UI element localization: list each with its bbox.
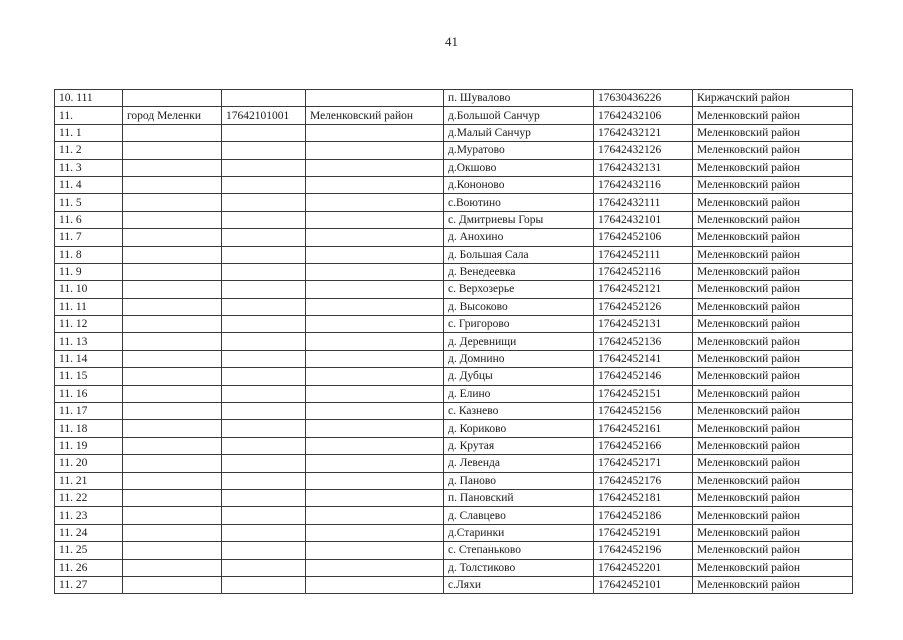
settlement-code-cell: 17642452201 bbox=[594, 559, 693, 576]
row-number-cell: 11. 2 bbox=[55, 142, 123, 159]
district-cell bbox=[306, 472, 444, 489]
okato-code-cell bbox=[222, 472, 306, 489]
settlement-name-cell: д.Старинки bbox=[444, 524, 594, 541]
row-number-cell: 11. 14 bbox=[55, 350, 123, 367]
settlement-code-cell: 17642452151 bbox=[594, 385, 693, 402]
okato-code-cell bbox=[222, 229, 306, 246]
row-number-cell: 11. 1 bbox=[55, 124, 123, 141]
region-cell: Меленковский район bbox=[693, 333, 853, 350]
district-cell bbox=[306, 298, 444, 315]
city-cell bbox=[123, 524, 222, 541]
region-cell: Меленковский район bbox=[693, 403, 853, 420]
settlement-code-cell: 17642452141 bbox=[594, 350, 693, 367]
okato-code-cell bbox=[222, 333, 306, 350]
city-cell bbox=[123, 263, 222, 280]
settlement-code-cell: 17642452191 bbox=[594, 524, 693, 541]
district-cell bbox=[306, 316, 444, 333]
table-row bbox=[55, 489, 853, 506]
city-cell bbox=[123, 194, 222, 211]
table-body bbox=[55, 90, 853, 594]
city-cell bbox=[123, 142, 222, 159]
settlement-code-cell: 17642432121 bbox=[594, 124, 693, 141]
district-cell bbox=[306, 576, 444, 593]
city-cell bbox=[123, 246, 222, 263]
settlement-name-cell: с. Григорово bbox=[444, 316, 594, 333]
district-cell bbox=[306, 142, 444, 159]
region-cell: Меленковский район bbox=[693, 176, 853, 193]
page-number: 41 bbox=[445, 34, 458, 49]
settlement-code-cell: 17642452161 bbox=[594, 420, 693, 437]
settlement-code-cell: 17642452131 bbox=[594, 316, 693, 333]
region-cell: Меленковский район bbox=[693, 194, 853, 211]
table-row bbox=[55, 142, 853, 159]
okato-code-cell bbox=[222, 420, 306, 437]
settlement-code-cell: 17642452101 bbox=[594, 576, 693, 593]
row-number-cell: 10. 111 bbox=[55, 90, 123, 107]
region-cell: Меленковский район bbox=[693, 420, 853, 437]
city-cell bbox=[123, 472, 222, 489]
table-row bbox=[55, 211, 853, 228]
district-cell bbox=[306, 385, 444, 402]
table-row bbox=[55, 316, 853, 333]
table-row bbox=[55, 559, 853, 576]
region-cell: Меленковский район bbox=[693, 263, 853, 280]
okato-code-cell bbox=[222, 368, 306, 385]
settlement-name-cell: д. Высоково bbox=[444, 298, 594, 315]
district-cell bbox=[306, 124, 444, 141]
table-row bbox=[55, 281, 853, 298]
settlement-name-cell: д. Елино bbox=[444, 385, 594, 402]
settlement-name-cell: п. Пановский bbox=[444, 489, 594, 506]
settlement-code-cell: 17642452106 bbox=[594, 229, 693, 246]
table-row bbox=[55, 263, 853, 280]
district-cell bbox=[306, 176, 444, 193]
city-cell bbox=[123, 420, 222, 437]
row-number-cell: 11. bbox=[55, 107, 123, 124]
region-cell: Меленковский район bbox=[693, 107, 853, 124]
district-cell bbox=[306, 263, 444, 280]
district-cell bbox=[306, 211, 444, 228]
settlement-name-cell: с. Степаньково bbox=[444, 542, 594, 559]
row-number-cell: 11. 15 bbox=[55, 368, 123, 385]
region-cell: Меленковский район bbox=[693, 542, 853, 559]
settlement-name-cell: д. Толстиково bbox=[444, 559, 594, 576]
district-cell bbox=[306, 159, 444, 176]
settlement-code-cell: 17642452176 bbox=[594, 472, 693, 489]
settlement-code-cell: 17642452111 bbox=[594, 246, 693, 263]
region-cell: Меленковский район bbox=[693, 142, 853, 159]
table-row bbox=[55, 176, 853, 193]
okato-code-cell bbox=[222, 316, 306, 333]
district-cell bbox=[306, 194, 444, 211]
city-cell bbox=[123, 316, 222, 333]
region-cell: Меленковский район bbox=[693, 559, 853, 576]
okato-code-cell bbox=[222, 455, 306, 472]
table-row bbox=[55, 124, 853, 141]
settlement-name-cell: д.Малый Санчур bbox=[444, 124, 594, 141]
region-cell: Меленковский район bbox=[693, 385, 853, 402]
table-row bbox=[55, 368, 853, 385]
table-row bbox=[55, 385, 853, 402]
settlement-code-cell: 17642432101 bbox=[594, 211, 693, 228]
table-row bbox=[55, 437, 853, 454]
region-cell: Меленковский район bbox=[693, 229, 853, 246]
okato-code-cell bbox=[222, 298, 306, 315]
table-row bbox=[55, 420, 853, 437]
district-cell bbox=[306, 350, 444, 367]
table-row bbox=[55, 542, 853, 559]
settlement-code-cell: 17642432106 bbox=[594, 107, 693, 124]
city-cell bbox=[123, 90, 222, 107]
settlement-name-cell: д. Славцево bbox=[444, 507, 594, 524]
region-cell: Киржачский район bbox=[693, 90, 853, 107]
city-cell bbox=[123, 385, 222, 402]
okato-code-cell bbox=[222, 403, 306, 420]
table-row bbox=[55, 403, 853, 420]
okato-code-cell bbox=[222, 211, 306, 228]
row-number-cell: 11. 16 bbox=[55, 385, 123, 402]
region-cell: Меленковский район bbox=[693, 472, 853, 489]
table-row bbox=[55, 159, 853, 176]
district-cell bbox=[306, 229, 444, 246]
settlement-name-cell: п. Шувалово bbox=[444, 90, 594, 107]
settlement-name-cell: д.Большой Санчур bbox=[444, 107, 594, 124]
table-row bbox=[55, 350, 853, 367]
row-number-cell: 11. 20 bbox=[55, 455, 123, 472]
okato-code-cell bbox=[222, 576, 306, 593]
table-row bbox=[55, 507, 853, 524]
table-row bbox=[55, 576, 853, 593]
settlements-table bbox=[54, 89, 853, 594]
district-cell bbox=[306, 455, 444, 472]
table-row bbox=[55, 333, 853, 350]
okato-code-cell bbox=[222, 176, 306, 193]
region-cell: Меленковский район bbox=[693, 246, 853, 263]
region-cell: Меленковский район bbox=[693, 298, 853, 315]
district-cell bbox=[306, 90, 444, 107]
settlement-code-cell: 17642452196 bbox=[594, 542, 693, 559]
district-cell bbox=[306, 368, 444, 385]
table-row bbox=[55, 455, 853, 472]
row-number-cell: 11. 22 bbox=[55, 489, 123, 506]
settlement-code-cell: 17642432131 bbox=[594, 159, 693, 176]
table-row bbox=[55, 298, 853, 315]
region-cell: Меленковский район bbox=[693, 159, 853, 176]
row-number-cell: 11. 12 bbox=[55, 316, 123, 333]
region-cell: Меленковский район bbox=[693, 576, 853, 593]
settlement-code-cell: 17642452186 bbox=[594, 507, 693, 524]
settlement-code-cell: 17630436226 bbox=[594, 90, 693, 107]
okato-code-cell bbox=[222, 524, 306, 541]
row-number-cell: 11. 3 bbox=[55, 159, 123, 176]
table-row bbox=[55, 107, 853, 124]
region-cell: Меленковский район bbox=[693, 455, 853, 472]
row-number-cell: 11. 8 bbox=[55, 246, 123, 263]
settlement-code-cell: 17642452156 bbox=[594, 403, 693, 420]
settlement-code-cell: 17642452166 bbox=[594, 437, 693, 454]
row-number-cell: 11. 27 bbox=[55, 576, 123, 593]
settlement-code-cell: 17642452146 bbox=[594, 368, 693, 385]
table-row bbox=[55, 472, 853, 489]
settlement-name-cell: д. Паново bbox=[444, 472, 594, 489]
city-cell bbox=[123, 489, 222, 506]
region-cell: Меленковский район bbox=[693, 281, 853, 298]
district-cell bbox=[306, 524, 444, 541]
settlement-name-cell: д.Кононово bbox=[444, 176, 594, 193]
okato-code-cell bbox=[222, 542, 306, 559]
table-row bbox=[55, 229, 853, 246]
city-cell bbox=[123, 298, 222, 315]
settlement-name-cell: д. Левенда bbox=[444, 455, 594, 472]
settlement-name-cell: д. Большая Сала bbox=[444, 246, 594, 263]
table-row bbox=[55, 524, 853, 541]
row-number-cell: 11. 25 bbox=[55, 542, 123, 559]
settlement-name-cell: д. Анохино bbox=[444, 229, 594, 246]
settlement-name-cell: д.Муратово bbox=[444, 142, 594, 159]
settlement-name-cell: д. Крутая bbox=[444, 437, 594, 454]
settlement-name-cell: д. Кориково bbox=[444, 420, 594, 437]
city-cell bbox=[123, 124, 222, 141]
settlement-code-cell: 17642452121 bbox=[594, 281, 693, 298]
city-cell bbox=[123, 403, 222, 420]
settlement-code-cell: 17642432116 bbox=[594, 176, 693, 193]
row-number-cell: 11. 17 bbox=[55, 403, 123, 420]
city-cell bbox=[123, 350, 222, 367]
okato-code-cell bbox=[222, 507, 306, 524]
region-cell: Меленковский район bbox=[693, 350, 853, 367]
region-cell: Меленковский район bbox=[693, 211, 853, 228]
city-cell bbox=[123, 211, 222, 228]
settlement-name-cell: с. Казнево bbox=[444, 403, 594, 420]
settlement-name-cell: с.Ляхи bbox=[444, 576, 594, 593]
region-cell: Меленковский район bbox=[693, 507, 853, 524]
settlement-code-cell: 17642452126 bbox=[594, 298, 693, 315]
row-number-cell: 11. 9 bbox=[55, 263, 123, 280]
district-cell bbox=[306, 420, 444, 437]
district-cell bbox=[306, 333, 444, 350]
district-cell: Меленковский район bbox=[306, 107, 444, 124]
district-cell bbox=[306, 507, 444, 524]
settlement-name-cell: с. Дмитриевы Горы bbox=[444, 211, 594, 228]
row-number-cell: 11. 19 bbox=[55, 437, 123, 454]
city-cell bbox=[123, 229, 222, 246]
row-number-cell: 11. 7 bbox=[55, 229, 123, 246]
city-cell bbox=[123, 159, 222, 176]
city-cell bbox=[123, 576, 222, 593]
city-cell bbox=[123, 559, 222, 576]
district-cell bbox=[306, 281, 444, 298]
row-number-cell: 11. 24 bbox=[55, 524, 123, 541]
city-cell bbox=[123, 542, 222, 559]
okato-code-cell bbox=[222, 124, 306, 141]
region-cell: Меленковский район bbox=[693, 124, 853, 141]
region-cell: Меленковский район bbox=[693, 437, 853, 454]
okato-code-cell bbox=[222, 194, 306, 211]
row-number-cell: 11. 26 bbox=[55, 559, 123, 576]
city-cell bbox=[123, 176, 222, 193]
row-number-cell: 11. 6 bbox=[55, 211, 123, 228]
okato-code-cell bbox=[222, 159, 306, 176]
city-cell: город Меленки bbox=[123, 107, 222, 124]
row-number-cell: 11. 21 bbox=[55, 472, 123, 489]
district-cell bbox=[306, 403, 444, 420]
row-number-cell: 11. 11 bbox=[55, 298, 123, 315]
settlement-name-cell: д. Домнино bbox=[444, 350, 594, 367]
okato-code-cell: 17642101001 bbox=[222, 107, 306, 124]
okato-code-cell bbox=[222, 559, 306, 576]
table-row bbox=[55, 246, 853, 263]
city-cell bbox=[123, 281, 222, 298]
settlement-name-cell: д. Венедеевка bbox=[444, 263, 594, 280]
table-row bbox=[55, 194, 853, 211]
settlement-code-cell: 17642452136 bbox=[594, 333, 693, 350]
row-number-cell: 11. 5 bbox=[55, 194, 123, 211]
city-cell bbox=[123, 437, 222, 454]
okato-code-cell bbox=[222, 90, 306, 107]
okato-code-cell bbox=[222, 246, 306, 263]
settlement-name-cell: д. Дубцы bbox=[444, 368, 594, 385]
city-cell bbox=[123, 507, 222, 524]
okato-code-cell bbox=[222, 142, 306, 159]
settlement-code-cell: 17642452171 bbox=[594, 455, 693, 472]
row-number-cell: 11. 13 bbox=[55, 333, 123, 350]
region-cell: Меленковский район bbox=[693, 316, 853, 333]
city-cell bbox=[123, 333, 222, 350]
settlement-code-cell: 17642452181 bbox=[594, 489, 693, 506]
settlement-name-cell: д.Окшово bbox=[444, 159, 594, 176]
settlement-code-cell: 17642452116 bbox=[594, 263, 693, 280]
district-cell bbox=[306, 437, 444, 454]
row-number-cell: 11. 23 bbox=[55, 507, 123, 524]
district-cell bbox=[306, 559, 444, 576]
settlement-code-cell: 17642432126 bbox=[594, 142, 693, 159]
okato-code-cell bbox=[222, 489, 306, 506]
row-number-cell: 11. 18 bbox=[55, 420, 123, 437]
settlement-name-cell: д. Деревнищи bbox=[444, 333, 594, 350]
city-cell bbox=[123, 455, 222, 472]
settlement-code-cell: 17642432111 bbox=[594, 194, 693, 211]
region-cell: Меленковский район bbox=[693, 524, 853, 541]
settlement-name-cell: с.Воютино bbox=[444, 194, 594, 211]
okato-code-cell bbox=[222, 350, 306, 367]
city-cell bbox=[123, 368, 222, 385]
row-number-cell: 11. 10 bbox=[55, 281, 123, 298]
row-number-cell: 11. 4 bbox=[55, 176, 123, 193]
district-cell bbox=[306, 246, 444, 263]
okato-code-cell bbox=[222, 263, 306, 280]
district-cell bbox=[306, 489, 444, 506]
region-cell: Меленковский район bbox=[693, 368, 853, 385]
okato-code-cell bbox=[222, 385, 306, 402]
settlement-name-cell: с. Верхозерье bbox=[444, 281, 594, 298]
okato-code-cell bbox=[222, 437, 306, 454]
okato-code-cell bbox=[222, 281, 306, 298]
district-cell bbox=[306, 542, 444, 559]
table-row bbox=[55, 90, 853, 107]
region-cell: Меленковский район bbox=[693, 489, 853, 506]
